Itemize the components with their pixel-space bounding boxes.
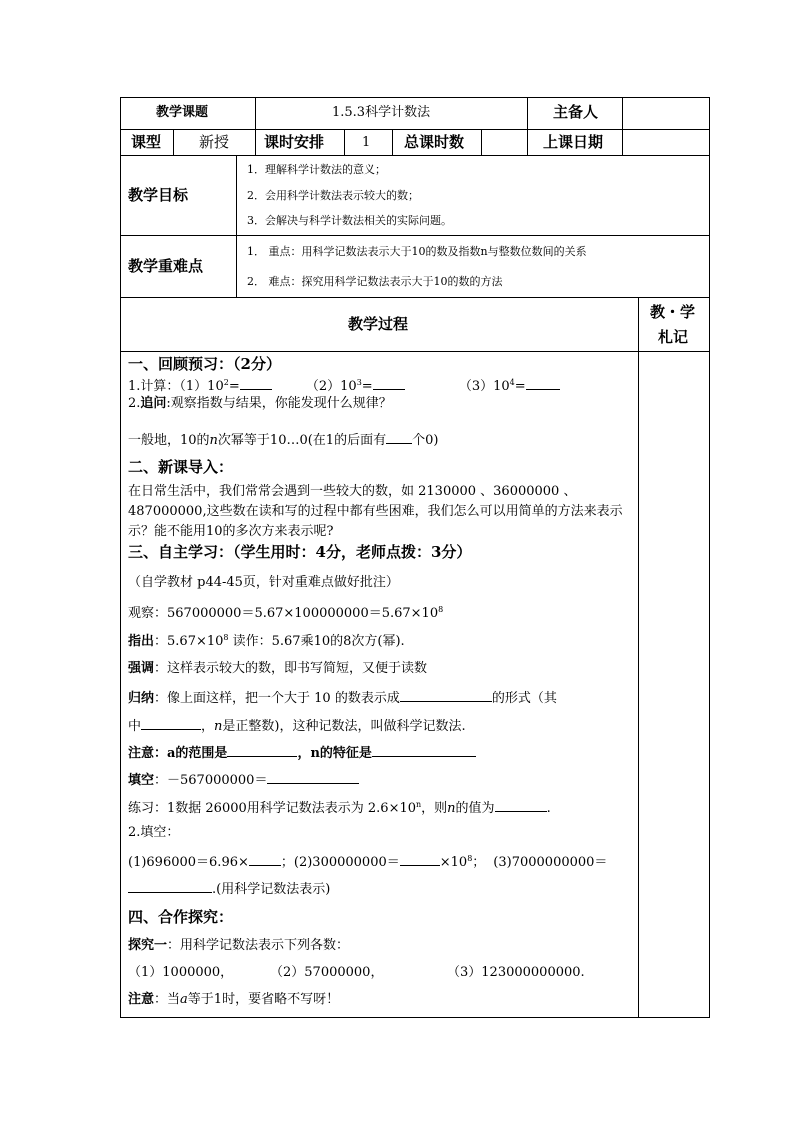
calc-2-exponent: 3 bbox=[356, 378, 362, 387]
stress-label: 强调 bbox=[128, 661, 155, 676]
general-rule-c: 个0) bbox=[412, 433, 439, 448]
fill2-separator: ； bbox=[472, 855, 486, 870]
goal-item-2: 2．会用科学计数法表示较大的数； bbox=[247, 189, 419, 202]
calc-3-exponent: 4 bbox=[509, 378, 515, 387]
calc-1: （1）10 bbox=[179, 379, 224, 394]
selfstudy-note: （自学教材 p44-45页，针对重难点做好批注） bbox=[128, 575, 399, 590]
followup-text: :观察指数与结果，你能发现什么规律？ bbox=[166, 396, 392, 411]
summary-blank-form[interactable] bbox=[400, 689, 492, 702]
calc-1-blank[interactable] bbox=[240, 377, 272, 390]
section1-heading: 一、回顾预习：（2分） bbox=[128, 355, 281, 373]
note-text-a: 注意：a的范围是 bbox=[128, 746, 228, 761]
intro-line-1: 在日常生活中，我们常常会遇到一些较大的数，如 2130000 、36000000 、 bbox=[128, 484, 577, 499]
general-rule-b: 次幂等于10…0(在1的后面有 bbox=[217, 433, 387, 448]
calc-label: 1.计算： bbox=[128, 379, 180, 394]
fill-line bbox=[128, 771, 359, 787]
calc-line bbox=[128, 377, 560, 393]
goal-item-3: 3．会解决与科学计数法相关的实际问题。 bbox=[247, 214, 452, 227]
summary-text-d: ， bbox=[201, 719, 215, 734]
process-title: 教学过程 bbox=[348, 315, 409, 333]
preparer-label: 主备人 bbox=[553, 103, 599, 121]
general-rule-blank[interactable] bbox=[386, 431, 412, 444]
summary-label: 归纳 bbox=[128, 691, 155, 706]
calc-2: （2）10 bbox=[305, 379, 357, 394]
exercise-n: n bbox=[447, 801, 456, 816]
keypoints-label: 教学重难点 bbox=[128, 257, 204, 275]
fill2-line-2 bbox=[128, 880, 330, 896]
fill-blank[interactable] bbox=[267, 771, 359, 784]
fill2-item-3: (3)7000000000＝ bbox=[493, 855, 608, 870]
date-label: 上课日期 bbox=[543, 133, 604, 151]
fill2-line-1 bbox=[128, 853, 607, 869]
observe-text: 观察：567000000＝5.67×100000000＝5.67×10 bbox=[128, 606, 439, 621]
explore-item-1: （1）1000000， bbox=[128, 965, 234, 980]
point-exponent: 8 bbox=[223, 633, 229, 642]
exercise-exponent: n bbox=[416, 800, 422, 809]
general-rule-n: n bbox=[209, 433, 218, 448]
calc-1-equals: = bbox=[228, 379, 240, 394]
point-line bbox=[128, 635, 405, 648]
attention-label: 注意 bbox=[128, 992, 155, 1007]
exercise-text-c: 的值为 bbox=[455, 801, 495, 816]
total-label: 总课时数 bbox=[404, 133, 465, 151]
summary-text-e: 是正整数)，这种记数法，叫做科学记数法. bbox=[222, 719, 466, 734]
fill2-heading: 2.填空： bbox=[128, 825, 180, 840]
note-text-b: ，n的特征是 bbox=[297, 746, 372, 761]
exercise-blank[interactable] bbox=[495, 799, 547, 812]
general-rule bbox=[128, 431, 438, 447]
goals-label: 教学目标 bbox=[128, 186, 189, 204]
intro-line-3: 示？能不能用10的多次方来表示呢? bbox=[128, 524, 334, 539]
stress-line bbox=[128, 662, 427, 675]
point-text-b: 读作：5.67乘10的8次方(幂). bbox=[228, 634, 405, 649]
attention-line bbox=[128, 993, 339, 1006]
section4-heading: 四、合作探究： bbox=[128, 908, 234, 926]
summary-blank-range[interactable] bbox=[141, 717, 201, 730]
stress-text: ：这样表示较大的数，即书写简短，又便于读数 bbox=[154, 661, 428, 676]
general-rule-a: 一般地，10的 bbox=[128, 433, 210, 448]
point-label: 指出 bbox=[128, 634, 155, 649]
calc-3: （3）10 bbox=[458, 379, 510, 394]
explore-label: 探究一 bbox=[128, 938, 168, 953]
explore-item-2: （2）57000000， bbox=[270, 965, 384, 980]
schedule-value: 1 bbox=[362, 135, 371, 150]
exercise-text-a: 练习：1数据 26000用科学记数法表示为 2.6×10 bbox=[128, 801, 416, 816]
fill2-item-3-tail: .(用科学记数法表示) bbox=[212, 882, 331, 897]
notes-title-line2: 札记 bbox=[658, 328, 689, 346]
schedule-label: 课时安排 bbox=[264, 133, 325, 151]
summary-text-b: 的形式（其 bbox=[491, 691, 557, 706]
fill2-item-2: ；(2)300000000＝ bbox=[280, 855, 400, 870]
calc-3-equals: = bbox=[514, 379, 526, 394]
observe-exponent: 8 bbox=[438, 605, 444, 614]
explore-line bbox=[128, 939, 349, 952]
fill2-item-1: (1)696000＝6.96× bbox=[128, 855, 249, 870]
fill2-exponent: 8 bbox=[467, 854, 473, 863]
keypoint-item-2: 2． 难点：探究用科学记数法表示大于10的数的方法 bbox=[247, 275, 503, 288]
exercise-text-d: . bbox=[546, 801, 551, 816]
summary-text-c: 中 bbox=[128, 719, 142, 734]
observe-line bbox=[128, 607, 443, 620]
fill2-blank-2[interactable] bbox=[400, 853, 440, 866]
section3-heading: 三、自主学习：（学生用时：4分，老师点拨：3分） bbox=[128, 543, 472, 561]
point-text-a: ：5.67×10 bbox=[154, 634, 224, 649]
type-value: 新授 bbox=[199, 133, 230, 151]
fill-text: ：－567000000＝ bbox=[154, 773, 268, 788]
note-blank-a[interactable] bbox=[227, 744, 297, 757]
calc-2-blank[interactable] bbox=[373, 377, 405, 390]
note-blank-n[interactable] bbox=[372, 744, 476, 757]
summary-line-1 bbox=[128, 689, 557, 705]
exercise-line bbox=[128, 799, 551, 815]
fill2-blank-1[interactable] bbox=[249, 853, 281, 866]
summary-n: n bbox=[214, 719, 223, 734]
explore-item-3: （3）123000000000. bbox=[447, 965, 585, 980]
calc-3-blank[interactable] bbox=[526, 377, 560, 390]
followup-label: 追问 bbox=[140, 396, 167, 411]
topic-value: 1.5.3科学计数法 bbox=[332, 105, 431, 120]
exercise-text-b: ，则 bbox=[421, 801, 448, 816]
notes-title-line1: 教・学 bbox=[650, 303, 696, 321]
topic-label: 教学课题 bbox=[156, 105, 209, 120]
calc-2-equals: = bbox=[361, 379, 373, 394]
attention-text-a: ：当 bbox=[154, 992, 181, 1007]
fill2-blank-3[interactable] bbox=[128, 880, 212, 893]
intro-line-2: 487000000,这些数在读和写的过程中都有些困难，我们怎么可以用简单的方法来表示 bbox=[128, 504, 623, 519]
followup-question bbox=[128, 397, 392, 410]
keypoint-item-1: 1． 重点：用科学记数法表示大于10的数及指数n与整数位数间的关系 bbox=[247, 245, 587, 258]
summary-text-a: ：像上面这样，把一个大于 10 的数表示成 bbox=[154, 691, 400, 706]
type-label: 课型 bbox=[131, 133, 162, 151]
explore-text: ：用科学记数法表示下列各数： bbox=[167, 938, 350, 953]
summary-line-2 bbox=[128, 717, 466, 733]
note-line bbox=[128, 744, 476, 760]
followup-number: 2. bbox=[128, 396, 141, 411]
attention-a: a bbox=[180, 992, 188, 1007]
section2-heading: 二、新课导入： bbox=[128, 458, 234, 476]
goal-item-1: 1．理解科学计数法的意义； bbox=[247, 163, 386, 176]
calc-1-exponent: 2 bbox=[223, 378, 229, 387]
fill-label: 填空 bbox=[128, 773, 155, 788]
attention-text-b: 等于1时，要省略不写呀！ bbox=[187, 992, 340, 1007]
fill2-item-2b: ×10 bbox=[439, 855, 468, 870]
